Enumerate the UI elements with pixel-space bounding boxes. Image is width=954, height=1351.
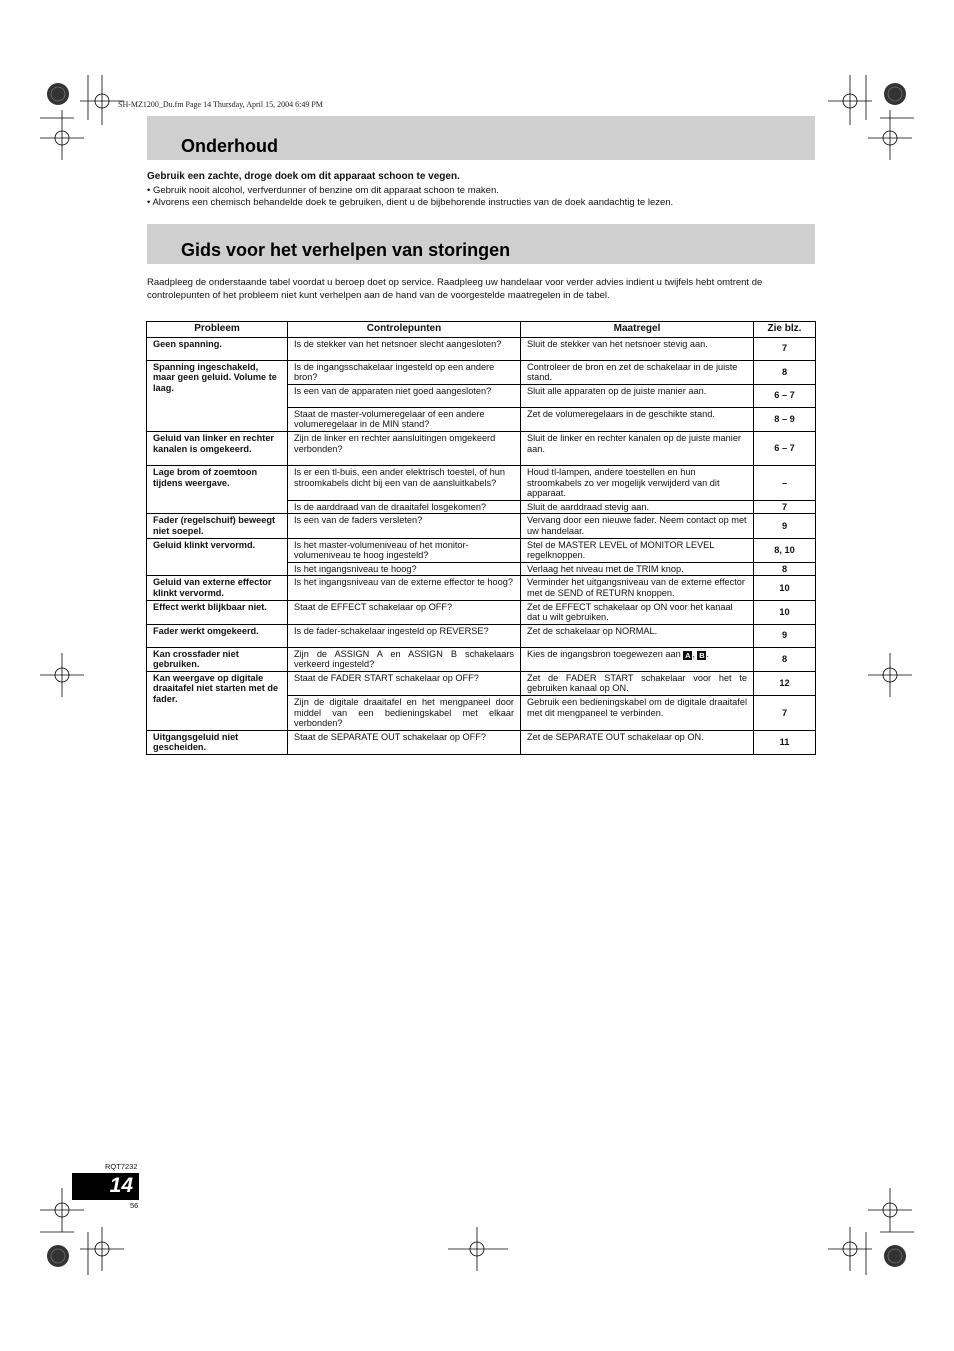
table-header-row	[147, 322, 816, 338]
page-cell: 8	[754, 562, 816, 576]
troubleshooting-intro: Raadpleeg de onderstaande tabel voordat u beroep doet op service. Raadpleeg uw handelaar voor verder advies indient u twijfels hebt omtrent de controlepunten of het probleem niet kunt verhelpen aan de hand van de voorgestelde maatregelen in de tabel.	[147, 277, 763, 301]
table-row	[147, 576, 816, 600]
check-cell: Is het ingangsniveau van de externe effector te hoog?	[288, 576, 521, 600]
page-cell: 10	[754, 600, 816, 624]
check-cell: Staat de master-volumeregelaar of een andere volumeregelaar in de MIN stand?	[288, 407, 521, 431]
problem-cell: Fader (regelschuif) beweegt niet soepel.	[147, 514, 288, 538]
page-number: 14	[109, 1174, 133, 1197]
remedy-cell: Vervang door een nieuwe fader. Neem contact op met uw handelaar.	[521, 514, 754, 538]
page-cell: –	[754, 465, 816, 500]
page-cell: 6 – 7	[754, 431, 816, 465]
check-cell: Is het master-volumeniveau of het monitor-volumeniveau te hoog ingesteld?	[288, 538, 521, 562]
table-row	[147, 465, 816, 500]
check-cell: Staat de FADER START schakelaar op OFF?	[288, 671, 521, 695]
remedy-cell: Sluit de linker en rechter kanalen op de juiste manier aan.	[521, 431, 754, 465]
table-row	[147, 730, 816, 754]
problem-cell: Lage brom of zoemtoon tijdens weergave.	[147, 465, 288, 513]
remedy-cell: Controleer de bron en zet de schakelaar in de juiste stand.	[521, 360, 754, 384]
page-cell: 6 – 7	[754, 384, 816, 407]
check-cell: Is de stekker van het netsnoer slecht aangesloten?	[288, 337, 521, 360]
remedy-cell: Houd tl-lampen, andere toestellen en hun stroomkabels zo ver mogelijk verwijderd van dit apparaat.	[521, 465, 754, 500]
sub-page-number: 56	[130, 1201, 139, 1210]
maintenance-title: Onderhoud	[181, 136, 278, 156]
check-cell: Is het ingangsniveau te hoog?	[288, 562, 521, 576]
remedy-cell: Kies de ingangsbron toegewezen aan A , B .	[521, 647, 754, 671]
problem-cell: Kan crossfader niet gebruiken.	[147, 647, 288, 671]
page-cell: 8 – 9	[754, 407, 816, 431]
header-check: Controlepunten	[288, 322, 521, 338]
table-row	[147, 600, 816, 624]
header-page: Zie blz.	[754, 322, 816, 338]
maintenance-section-band	[147, 116, 815, 160]
check-cell: Is er een tl-buis, een ander elektrisch toestel, of hun stroomkabels dicht bij een van de aansluitkabels?	[288, 465, 521, 500]
check-cell: Is een van de apparaten niet goed aangesloten?	[288, 384, 521, 407]
key-a-badge: A	[685, 650, 691, 660]
problem-cell: Geluid van externe effector klinkt vervormd.	[147, 576, 288, 600]
problem-cell: Kan weergave op digitale draaitafel niet starten met de fader.	[147, 671, 288, 730]
check-cell: Is een van de faders versleten?	[288, 514, 521, 538]
remedy-cell: Verminder het uitgangsniveau van de externe effector met de SEND of RETURN knoppen.	[521, 576, 754, 600]
header-problem: Probleem	[147, 322, 288, 338]
problem-cell: Effect werkt blijkbaar niet.	[147, 600, 288, 624]
table-row	[147, 337, 816, 360]
problem-cell: Geluid klinkt vervormd.	[147, 538, 288, 576]
check-cell: Is de ingangsschakelaar ingesteld op een andere bron?	[288, 360, 521, 384]
table-row	[147, 624, 816, 647]
check-cell: Zijn de digitale draaitafel en het mengpaneel door middel van een bedieningskabel met elkaar verbonden?	[288, 696, 521, 731]
maintenance-bullet: • Alvorens een chemisch behandelde doek te gebruiken, dient u de bijbehorende instructies van de doek aandachtig te lezen.	[147, 197, 674, 208]
page-cell: 7	[754, 696, 816, 731]
remedy-text: Kies de ingangsbron toegewezen aan	[527, 648, 681, 659]
problem-cell: Geen spanning.	[147, 337, 288, 360]
page-cell: 9	[754, 514, 816, 538]
table-row	[147, 360, 816, 384]
page-cell: 7	[754, 337, 816, 360]
check-cell: Staat de EFFECT schakelaar op OFF?	[288, 600, 521, 624]
troubleshooting-section-band	[147, 224, 815, 264]
page-cell: 7	[754, 500, 816, 514]
document-code: RQT7232	[105, 1162, 138, 1171]
table-row	[147, 647, 816, 671]
remedy-cell: Zet de EFFECT schakelaar op ON voor het kanaal dat u wilt gebruiken.	[521, 600, 754, 624]
remedy-cell: Zet de FADER START schakelaar voor het te gebruiken kanaal op ON.	[521, 671, 754, 695]
remedy-cell: Gebruik een bedieningskabel om de digitale draaitafel met dit mengpaneel te verbinden.	[521, 696, 754, 731]
page-cell: 11	[754, 730, 816, 754]
page-cell: 10	[754, 576, 816, 600]
remedy-cell: Sluit de aarddraad stevig aan.	[521, 500, 754, 514]
problem-cell: Geluid van linker en rechter kanalen is omgekeerd.	[147, 431, 288, 465]
remedy-cell: Verlaag het niveau met de TRIM knop.	[521, 562, 754, 576]
troubleshooting-table	[146, 321, 816, 755]
page-cell: 8, 10	[754, 538, 816, 562]
remedy-cell: Zet de schakelaar op NORMAL.	[521, 624, 754, 647]
check-cell: Is de aarddraad van de draaitafel losgekomen?	[288, 500, 521, 514]
maintenance-text	[147, 171, 815, 210]
table-row	[147, 431, 816, 465]
troubleshooting-title: Gids voor het verhelpen van storingen	[181, 240, 511, 260]
remedy-cell: Zet de volumeregelaars in de geschikte stand.	[521, 407, 754, 431]
problem-cell: Spanning ingeschakeld, maar geen geluid. Volume te laag.	[147, 360, 288, 431]
key-b-badge: B	[699, 650, 705, 660]
check-cell: Is de fader-schakelaar ingesteld op REVERSE?	[288, 624, 521, 647]
remedy-cell: Zet de SEPARATE OUT schakelaar op ON.	[521, 730, 754, 754]
remedy-cell: Stel de MASTER LEVEL of MONITOR LEVEL regelknoppen.	[521, 538, 754, 562]
problem-cell: Fader werkt omgekeerd.	[147, 624, 288, 647]
problem-cell: Uitgangsgeluid niet gescheiden.	[147, 730, 288, 754]
remedy-cell: Sluit de stekker van het netsnoer stevig aan.	[521, 337, 754, 360]
check-cell: Staat de SEPARATE OUT schakelaar op OFF?	[288, 730, 521, 754]
page-cell: 8	[754, 360, 816, 384]
maintenance-bullet: • Gebruik nooit alcohol, verfverdunner of benzine om dit apparaat schoon te maken.	[147, 184, 499, 196]
page-number-box	[72, 1173, 139, 1200]
check-cell: Zijn de linker en rechter aansluitingen omgekeerd verbonden?	[288, 431, 521, 465]
table-row	[147, 514, 816, 538]
remedy-cell: Sluit alle apparaten op de juiste manier aan.	[521, 384, 754, 407]
table-row	[147, 671, 816, 695]
maintenance-lead: Gebruik een zachte, droge doek om dit apparaat schoon te vegen.	[147, 171, 460, 182]
table-row	[147, 538, 816, 562]
page-cell: 8	[754, 647, 816, 671]
check-cell: Zijn de ASSIGN A en ASSIGN B schakelaars verkeerd ingesteld?	[288, 647, 521, 671]
header-remedy: Maatregel	[521, 322, 754, 338]
file-header: SH-MZ1200_Du.fm Page 14 Thursday, April 15, 2004 6:49 PM	[118, 100, 323, 109]
page-cell: 12	[754, 671, 816, 695]
page-cell: 9	[754, 624, 816, 647]
